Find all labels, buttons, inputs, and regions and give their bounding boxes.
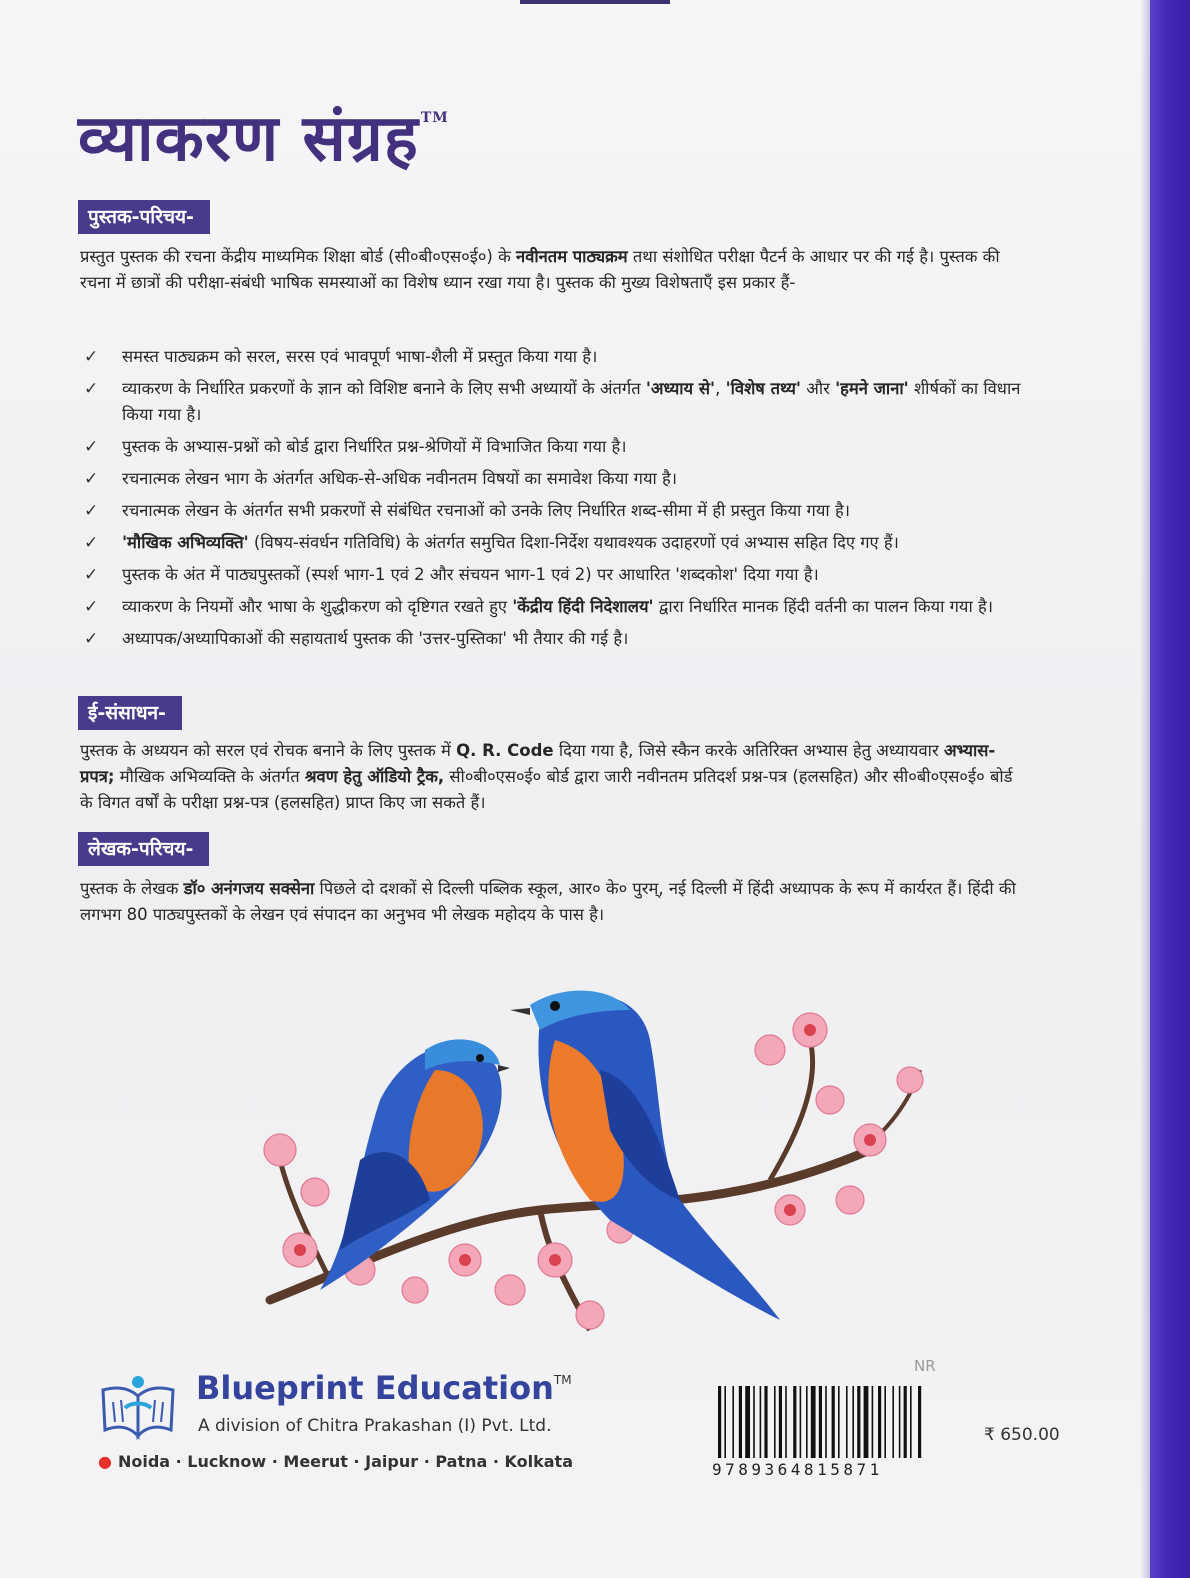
barcode-bar	[753, 1386, 755, 1458]
author-paragraph	[80, 876, 1025, 928]
intro-paragraph	[80, 244, 1028, 296]
barcode-bar	[838, 1386, 840, 1458]
barcode-bar	[846, 1386, 848, 1458]
barcode-bar	[918, 1386, 921, 1458]
publisher-name-text: Blueprint Education	[196, 1369, 554, 1407]
blueprint-logo-icon	[95, 1372, 181, 1442]
feature-text: द्वारा निर्धारित मानक हिंदी वर्तनी का पालन किया गया है।	[653, 597, 994, 616]
feature-bold: 'मौखिक अभिव्यक्ति'	[122, 533, 249, 552]
intro-text-1: प्रस्तुत पुस्तक की रचना केंद्रीय माध्यमिक शिक्षा बोर्ड (सी०बी०एस०ई०) के	[80, 247, 517, 266]
barcode-bar	[764, 1386, 767, 1458]
publisher-division: A division of Chitra Prakashan (I) Pvt. Ltd.	[198, 1416, 552, 1436]
feature-text: पुस्तक के अंत में पाठ्यपुस्तकों (स्पर्श भाग-1 एवं 2 और संचयन भाग-1 एवं 2) पर आधारित 'शब्दकोश' दिया गया है।	[122, 565, 819, 584]
feature-item	[84, 626, 1034, 652]
check-icon: ✓	[84, 597, 99, 617]
eresource-heading: ई-संसाधन-	[78, 696, 182, 730]
check-icon: ✓	[84, 437, 99, 457]
barcode-bar	[760, 1386, 762, 1458]
feature-bold: 'हमने जाना'	[835, 379, 909, 398]
feature-text: समस्त पाठ्यक्रम को सरल, सरस एवं भावपूर्ण भाषा-शैली में प्रस्तुत किया गया है।	[122, 347, 598, 366]
author-text: पिछले दो दशकों से दिल्ली पब्लिक स्कूल, आर० के० पुरम्, नई दिल्ली में हिंदी अध्यापक के रूप में कार्यरत हैं। हिंदी की लगभग 80 पाठ्यपुस्तकों के लेखन एवं संपादन का अनुभव भी लेखक महोदय के पास है।	[80, 879, 1016, 924]
check-icon: ✓	[84, 565, 99, 585]
eresource-text: सी०बी०एस०ई० बोर्ड द्वारा जारी नवीनतम प्रतिदर्श प्रश्न-पत्र (हलसहित) और सी०बी०एस०ई० बोर्ड के विगत वर्षों के परीक्षा प्रश्न-पत्र (हलसहित) प्राप्त किए जा सकते हैं।	[80, 767, 1013, 812]
top-edge-bar	[520, 0, 670, 4]
feature-item	[84, 466, 1034, 492]
title-trademark: TM	[420, 110, 449, 126]
barcode-bar	[857, 1386, 860, 1458]
feature-text: पुस्तक के अभ्यास-प्रश्नों को बोर्ड द्वारा निर्धारित प्रश्न-श्रेणियों में विभाजित किया गया है।	[122, 437, 627, 456]
barcode-bar	[793, 1386, 796, 1458]
barcode-bar	[811, 1386, 816, 1458]
feature-item	[84, 530, 1034, 556]
check-icon: ✓	[84, 379, 99, 399]
feature-sep: और	[800, 379, 836, 398]
feature-sep: ,	[715, 379, 726, 398]
barcode-bar	[724, 1386, 726, 1458]
barcode-bar	[884, 1386, 886, 1458]
check-icon: ✓	[84, 629, 99, 649]
barcode-bar	[732, 1386, 734, 1458]
eresource-bold: अभ्यास-प्रपत्र;	[80, 741, 996, 786]
eresource-text: दिया गया है, जिसे स्कैन करके अतिरिक्त अभ्यास हेतु अध्यायवार	[553, 741, 944, 760]
feature-item	[84, 376, 1034, 428]
features-list	[84, 344, 1034, 658]
feature-text: व्याकरण के नियमों और भाषा के शुद्धीकरण को दृष्टिगत रखते हुए	[122, 597, 513, 616]
check-icon: ✓	[84, 347, 99, 367]
author-name: डॉ० अनंगजय सक्सेना	[183, 879, 315, 898]
barcode-bar	[774, 1386, 776, 1458]
feature-bold: 'केंद्रीय हिंदी निदेशालय'	[512, 597, 654, 616]
barcode-bar	[892, 1386, 894, 1458]
feature-text: शीर्षकों का विधान किया गया है।	[122, 379, 1021, 424]
isbn-number: 9789364815871	[712, 1460, 883, 1479]
feature-item	[84, 594, 1034, 620]
barcode-bar	[718, 1386, 721, 1458]
publisher-cities	[98, 1452, 573, 1471]
feature-text: (विषय-संवर्धन गतिविधि) के अंतर्गत समुचित दिशा-निर्देश यथावश्यक उदाहरणों एवं अभ्यास सहित दिए गए हैं।	[248, 533, 899, 552]
feature-item	[84, 344, 1034, 370]
barcode-bar	[878, 1386, 881, 1458]
publisher-name	[196, 1369, 572, 1407]
small-bird	[320, 1039, 510, 1290]
feature-bold: 'विशेष तथ्य'	[725, 379, 801, 398]
author-heading: लेखक-परिचय-	[78, 832, 209, 866]
barcode-bar	[745, 1386, 750, 1458]
barcode	[716, 1386, 946, 1458]
intro-heading: पुस्तक-परिचय-	[78, 200, 210, 234]
check-icon: ✓	[84, 501, 99, 521]
book-title-text: व्याकरण संग्रह	[78, 101, 419, 176]
eresource-text: मौखिक अभिव्यक्ति के अंतर्गत	[114, 767, 305, 786]
barcode-bar	[864, 1386, 869, 1458]
barcode-bar	[819, 1386, 822, 1458]
barcode-bar	[910, 1386, 912, 1458]
book-spine	[1150, 0, 1190, 1578]
feature-text: व्याकरण के निर्धारित प्रकरणों के ज्ञान को विशिष्ट बनाने के लिए सभी अध्यायों के अंतर्गत	[122, 379, 646, 398]
barcode-bar	[832, 1386, 835, 1458]
price: ₹ 650.00	[984, 1425, 1060, 1445]
eresource-paragraph	[80, 738, 1025, 816]
barcode-bar	[904, 1386, 907, 1458]
eresource-text: पुस्तक के अध्ययन को सरल एवं रोचक बनाने के लिए पुस्तक में	[80, 741, 457, 760]
barcode-bar	[852, 1386, 854, 1458]
publisher-trademark: TM	[553, 1373, 572, 1387]
eresource-bold: Q. R. Code	[456, 741, 554, 760]
feature-text: रचनात्मक लेखन के अंतर्गत सभी प्रकरणों से संबंधित रचनाओं को उनके लिए निर्धारित शब्द-सीमा में ही प्रस्तुत किया गया है।	[122, 501, 850, 520]
nr-label: NR	[914, 1357, 936, 1375]
check-icon: ✓	[84, 533, 99, 553]
feature-item	[84, 562, 1034, 588]
eresource-bold: श्रवण हेतु ऑडियो ट्रैक,	[304, 767, 445, 786]
feature-text: अध्यापक/अध्यापिकाओं की सहायतार्थ पुस्तक की 'उत्तर-पुस्तिका' भी तैयार की गई है।	[122, 629, 629, 648]
location-pin-icon: ●	[98, 1452, 112, 1471]
intro-text-bold: नवीनतम पाठ्यक्रम	[516, 247, 628, 266]
barcode-bar	[825, 1386, 827, 1458]
barcode-bar	[785, 1386, 787, 1458]
barcode-bar	[779, 1386, 782, 1458]
barcode-bar	[739, 1386, 742, 1458]
feature-bold: 'अध्याय से'	[645, 379, 716, 398]
cities-text: Noida · Lucknow · Meerut · Jaipur · Patna · Kolkata	[117, 1452, 573, 1471]
birds-illustration	[210, 960, 950, 1350]
feature-item	[84, 434, 1034, 460]
book-title	[78, 92, 449, 179]
feature-item	[84, 498, 1034, 524]
feature-text: रचनात्मक लेखन भाग के अंतर्गत अधिक-से-अधिक नवीनतम विषयों का समावेश किया गया है।	[122, 469, 678, 488]
author-text: पुस्तक के लेखक	[80, 879, 184, 898]
check-icon: ✓	[84, 469, 99, 489]
barcode-bar	[800, 1386, 802, 1458]
barcode-bar	[872, 1386, 874, 1458]
barcode-bar	[806, 1386, 808, 1458]
intro-text-2: तथा संशोधित परीक्षा पैटर्न के आधार पर की गई है। पुस्तक की रचना में छात्रों की परीक्षा-संबंधी भाषिक समस्याओं का विशेष ध्यान रखा गया है। पुस्तक की मुख्य विशेषताएँ इस प्रकार हैं-	[80, 247, 1000, 292]
barcode-bar	[899, 1386, 901, 1458]
